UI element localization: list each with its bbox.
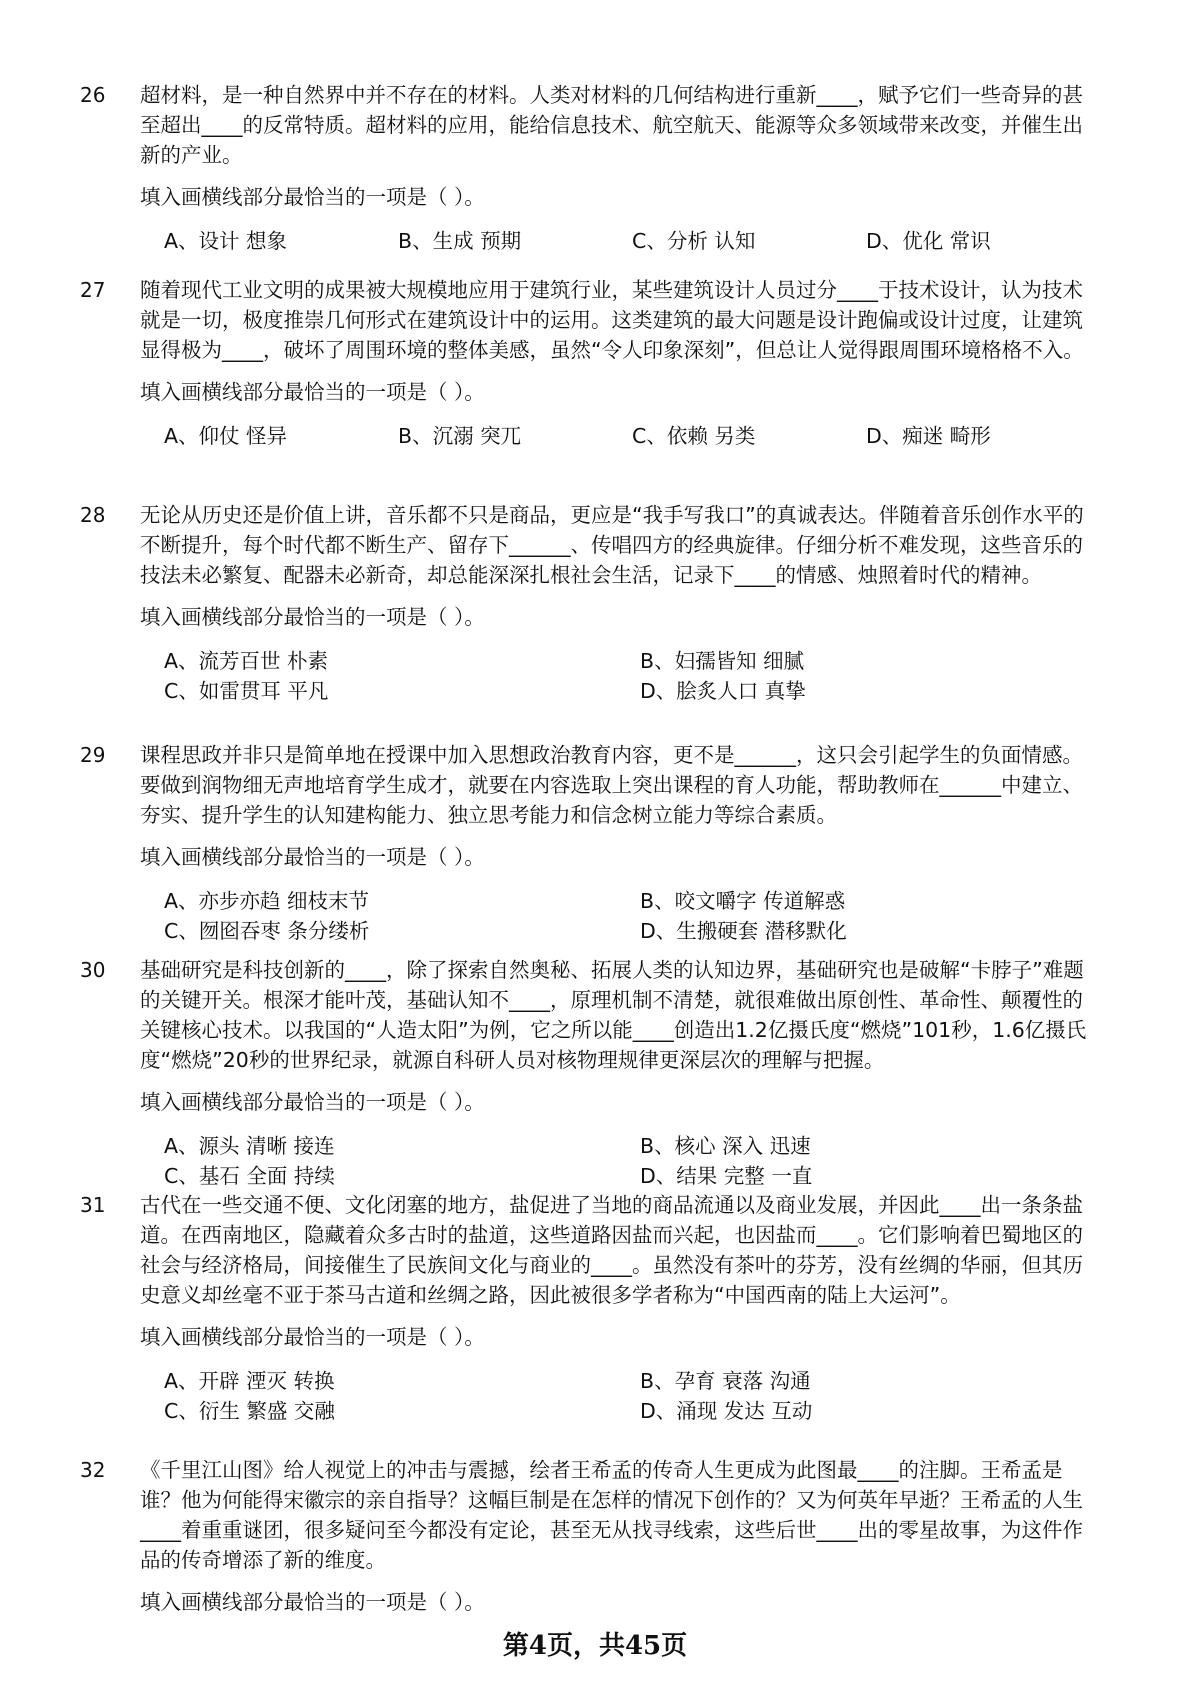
options [164,421,1100,451]
question-30 [80,955,1100,1191]
option-c[interactable]: C、如雷贯耳 平凡 [164,679,329,703]
question-text: 超材料，是一种自然界中并不存在的材料。人类对材料的几何结构进行重新____，赋予它们一些奇异的甚至超出____的反常特质。超材料的应用，能给信息技术、航空航天、能源等众多领域带来改变，并催生出新的产业。 [140,83,1083,167]
options [164,646,1100,706]
options [164,1366,1100,1426]
option-b[interactable]: B、妇孺皆知 细腻 [640,649,805,673]
option-a[interactable]: A、源头 清晰 接连 [164,1134,335,1158]
question-text: 随着现代工业文明的成果被大规模地应用于建筑行业，某些建筑设计人员过分____于技术设计，认为技术就是一切，极度推崇几何形式在建筑设计中的运用。这类建筑的最大问题是设计跑偏或设计过度，让建筑显得极为____，破坏了周围环境的整体美感，虽然“令人印象深刻”，但总让人觉得跟周围环境格格不入。 [140,278,1084,362]
page-footer: 第4页，共45页 [502,1631,688,1661]
option-a[interactable]: A、仰仗 怪异 [164,424,288,448]
option-d[interactable]: D、优化 常识 [866,229,991,253]
options [164,226,1100,256]
option-a[interactable]: A、开辟 湮灭 转换 [164,1369,335,1393]
option-a[interactable]: A、设计 想象 [164,229,288,253]
question-number: 31 [80,1193,106,1217]
option-a[interactable]: A、亦步亦趋 细枝末节 [164,889,370,913]
question-text: 课程思政并非只是简单地在授课中加入思想政治教育内容，更不是______，这只会引起学生的负面情感。要做到润物细无声地培育学生成才，就要在内容选取上突出课程的育人功能，帮助教师在______中建立、夯实、提升学生的认知建构能力、独立思考能力和信念树立能力等综合素质。 [140,743,1083,827]
question-text: 基础研究是科技创新的____，除了探索自然奥秘、拓展人类的认知边界，基础研究也是破解“卡脖子”难题的关键开关。根深才能叶茂，基础认知不____，原理机制不清楚，就很难做出原创性、革命性、颠覆性的关键核心技术。以我国的“人造太阳”为例，它之所以能____创造出1.2亿摄氏度“燃烧”101秒，1.6亿摄氏度“燃烧”20秒的世界纪录，就源自科研人员对核物理规律更深层次的理解与把握。 [140,958,1087,1072]
question-prompt: 填入画横线部分最恰当的一项是（ ）。 [140,380,485,404]
question-32 [80,1455,1100,1617]
option-b[interactable]: B、生成 预期 [398,229,522,253]
option-c[interactable]: C、依赖 另类 [632,424,756,448]
question-26 [80,80,1100,256]
option-d[interactable]: D、结果 完整 一直 [640,1164,813,1188]
question-number: 32 [80,1458,106,1482]
option-c[interactable]: C、衍生 繁盛 交融 [164,1399,335,1423]
question-prompt: 填入画横线部分最恰当的一项是（ ）。 [140,1590,485,1614]
question-number: 30 [80,958,106,982]
option-b[interactable]: B、沉溺 突兀 [398,424,522,448]
option-c[interactable]: C、基石 全面 持续 [164,1164,335,1188]
option-c[interactable]: C、囫囵吞枣 条分缕析 [164,919,370,943]
question-prompt: 填入画横线部分最恰当的一项是（ ）。 [140,185,485,209]
question-text: 无论从历史还是价值上讲，音乐都不只是商品，更应是“我手写我口”的真诚表达。伴随着音乐创作水平的不断提升，每个时代都不断生产、留存下______、传唱四方的经典旋律。仔细分析不难发现，这些音乐的技法未必繁复、配器未必新奇，却总能深深扎根社会生活，记录下____的情感、烛照着时代的精神。 [140,503,1084,587]
question-28 [80,500,1100,706]
options [164,886,1100,946]
question-number: 27 [80,278,106,302]
option-d[interactable]: D、脍炙人口 真挚 [640,679,806,703]
question-number: 28 [80,503,106,527]
option-a[interactable]: A、流芳百世 朴素 [164,649,329,673]
question-prompt: 填入画横线部分最恰当的一项是（ ）。 [140,1090,485,1114]
option-c[interactable]: C、分析 认知 [632,229,756,253]
question-27 [80,275,1100,451]
question-29 [80,740,1100,946]
question-text: 古代在一些交通不便、文化闭塞的地方，盐促进了当地的商品流通以及商业发展，并因此____出一条条盐道。在西南地区，隐藏着众多古时的盐道，这些道路因盐而兴起，也因盐而____。它们影响着巴蜀地区的社会与经济格局，间接催生了民族间文化与商业的____。虽然没有茶叶的芬芳，没有丝绸的华丽，但其历史意义却丝毫不亚于茶马古道和丝绸之路，因此被很多学者称为“中国西南的陆上大运河”。 [140,1193,1083,1307]
option-b[interactable]: B、核心 深入 迅速 [640,1134,811,1158]
option-b[interactable]: B、孕育 衰落 沟通 [640,1369,811,1393]
question-prompt: 填入画横线部分最恰当的一项是（ ）。 [140,1325,485,1349]
option-d[interactable]: D、涌现 发达 互动 [640,1399,813,1423]
option-d[interactable]: D、痴迷 畸形 [866,424,991,448]
question-prompt: 填入画横线部分最恰当的一项是（ ）。 [140,845,485,869]
options [164,1131,1100,1191]
question-text: 《千里江山图》给人视觉上的冲击与震撼，绘者王希孟的传奇人生更成为此图最____的注脚。王希孟是谁？他为何能得宋徽宗的亲自指导？这幅巨制是在怎样的情况下创作的？又为何英年早逝？王希孟的人生____着重重谜团，很多疑问至今都没有定论，甚至无从找寻线索，这些后世____出的零星故事，为这件作品的传奇增添了新的维度。 [140,1458,1083,1572]
question-number: 26 [80,83,106,107]
option-d[interactable]: D、生搬硬套 潜移默化 [640,919,847,943]
question-31 [80,1190,1100,1426]
question-number: 29 [80,743,106,767]
option-b[interactable]: B、咬文嚼字 传道解惑 [640,889,846,913]
question-prompt: 填入画横线部分最恰当的一项是（ ）。 [140,605,485,629]
